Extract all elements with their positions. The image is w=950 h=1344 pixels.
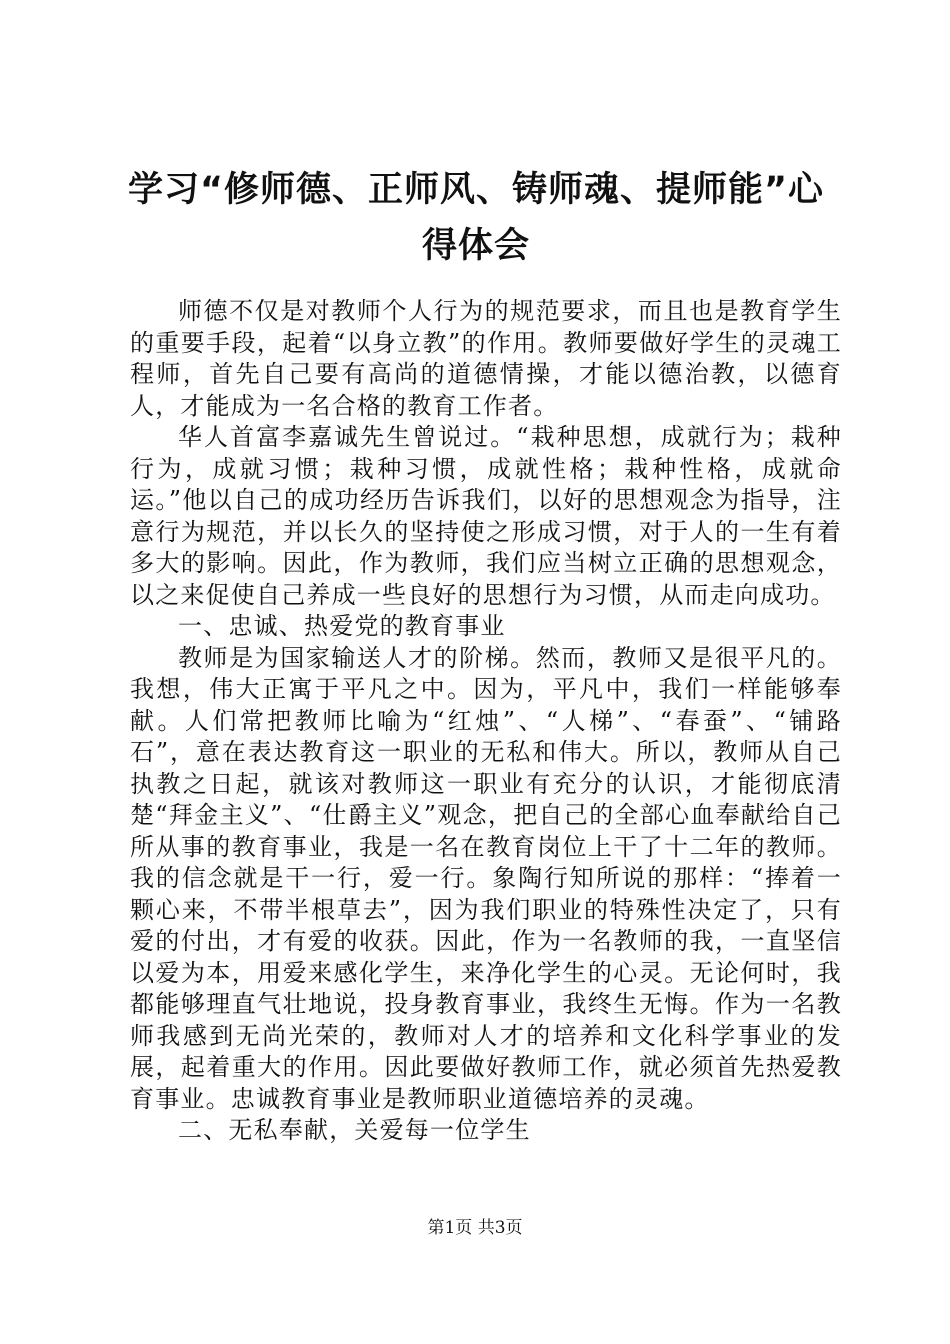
document-body <box>130 296 842 1147</box>
section-heading-1: 一、忠诚、热爱党的教育事业 <box>178 612 506 640</box>
section-heading-2: 二、无私奉献，关爱每一位学生 <box>178 1116 531 1144</box>
intro-paragraph-1: 师德不仅是对教师个人行为的规范要求，而且也是教育学生的重要手段，起着“以身立教”的作用。教师要做好学生的灵魂工程师，首先自己要有高尚的道德情操，才能以德治教，以德育人，才能成为一名合格的教育工作者。 <box>130 297 842 420</box>
section-1-paragraph: 教师是为国家输送人才的阶梯。然而，教师又是很平凡的。我想，伟大正寓于平凡之中。因为，平凡中，我们一样能够奉献。人们常把教师比喻为“红烛”、“人梯”、“春蚕”、“铺路石”，意在表达教育这一职业的无私和伟大。所以，教师从自己执教之日起，就该对教师这一职业有充分的认识，才能彻底清楚“拜金主义”、“仕爵主义”观念，把自己的全部心血奉献给自己所从事的教育事业，我是一名在教育岗位上干了十二年的教师。我的信念就是干一行，爱一行。象陶行知所说的那样：“捧着一颗心来，不带半根草去”，因为我们职业的特殊性决定了，只有爱的付出，才有爱的收获。因此，作为一名教师的我，一直坚信以爱为本，用爱来感化学生，来净化学生的心灵。无论何时，我都能够理直气壮地说，投身教育事业，我终生无悔。作为一名教师我感到无尚光荣的，教师对人才的培养和文化科学事业的发展，起着重大的作用。因此要做好教师工作，就必须首先热爱教育事业。忠诚教育事业是教师职业道德培养的灵魂。 <box>130 643 842 1113</box>
document-title: 学习“修师德、正师风、铸师魂、提师能”心得体会 <box>127 170 824 266</box>
page-number-footer: 第1页 共3页 <box>427 1218 523 1238</box>
intro-paragraph-2: 华人首富李嘉诚先生曾说过。“栽种思想，成就行为；栽种行为，成就习惯；栽种习惯，成就性格；栽种性格，成就命运。”他以自己的成功经历告诉我们，以好的思想观念为指导，注意行为规范，并以长久的坚持使之形成习惯，对于人的一生有着多大的影响。因此，作为教师，我们应当树立正确的思想观念，以之来促使自己养成一些良好的思想行为习惯，从而走向成功。 <box>130 423 842 609</box>
